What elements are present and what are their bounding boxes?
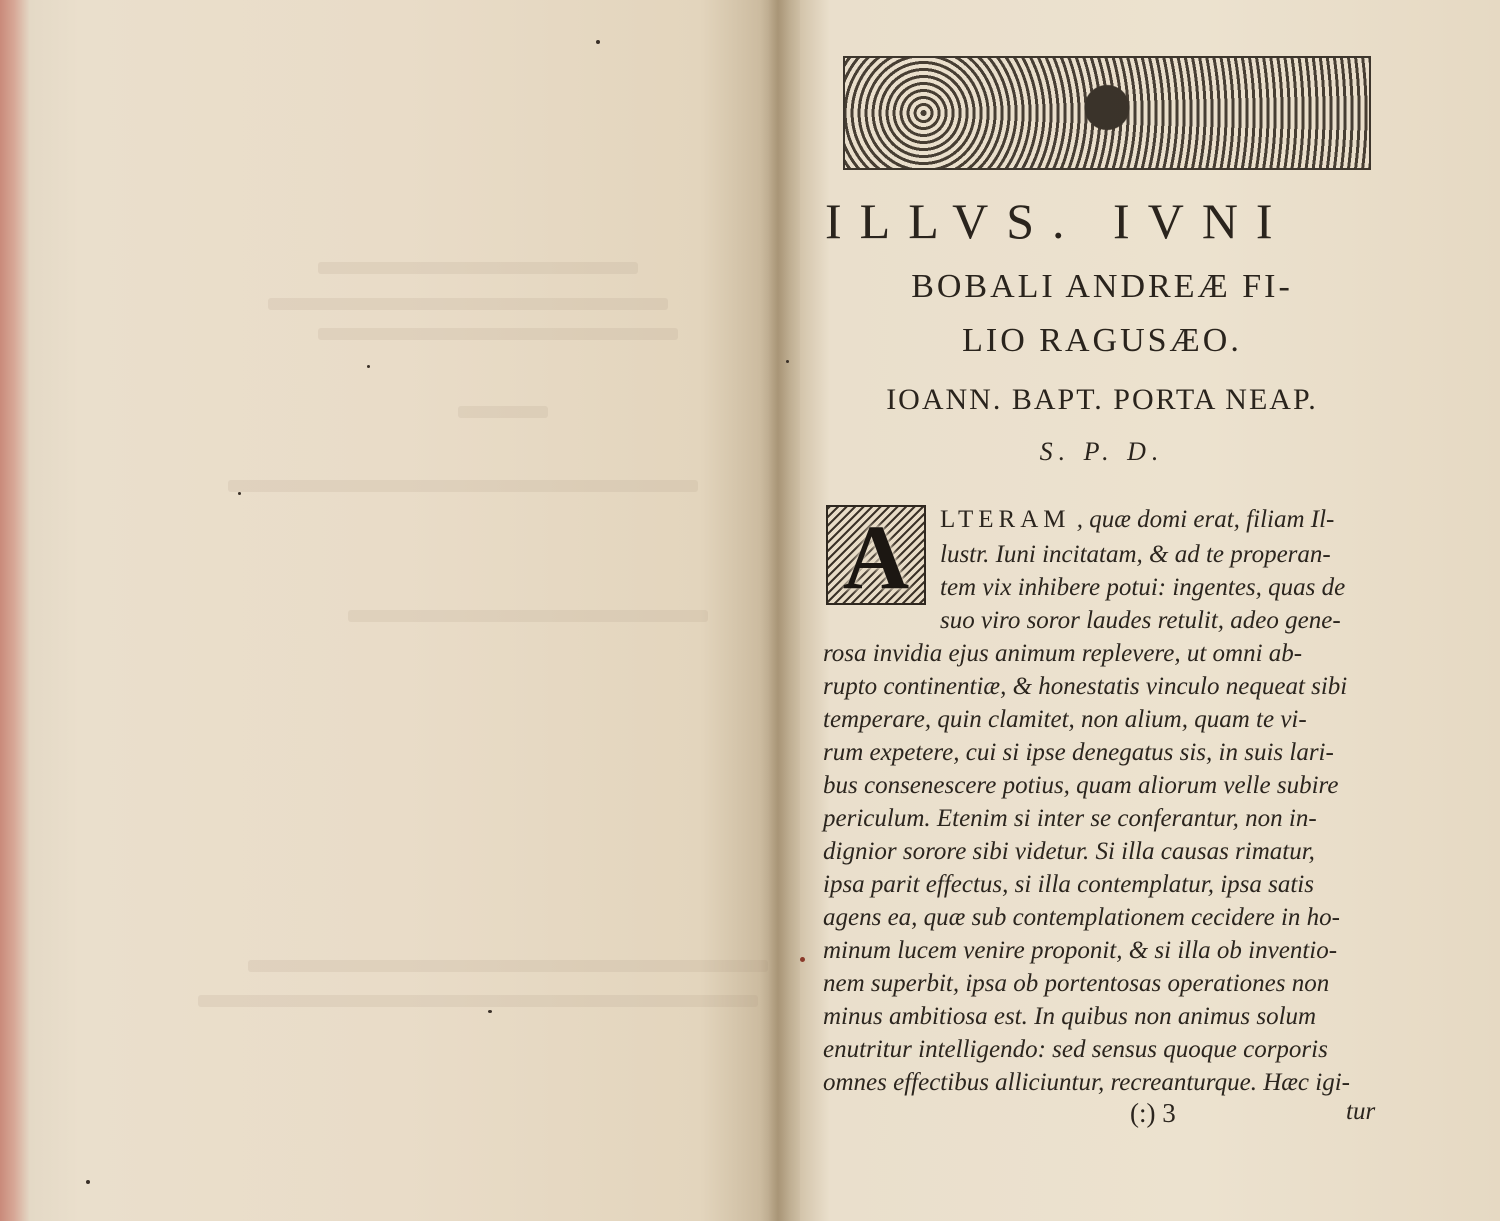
dedication-title-line-1: ILLVS. IVNI — [825, 193, 1291, 249]
decorated-initial — [826, 505, 926, 608]
body-line: omnes effectibus alliciuntur, recreanturque. Hæc igi- — [823, 1069, 1350, 1096]
ink-speck — [367, 365, 370, 368]
bleed-through-line — [228, 480, 698, 492]
ornamental-headpiece — [843, 56, 1371, 170]
bleed-through-line — [318, 328, 678, 340]
catchword: tur — [1346, 1098, 1376, 1125]
signature-mark: (:) 3 — [1130, 1098, 1176, 1128]
body-first-line-rest: , quæ domi erat, filiam Il- — [1076, 506, 1335, 533]
body-line: periculum. Etenim si inter se conferantur, non in- — [823, 805, 1317, 832]
salutation: S. P. D. — [1039, 437, 1165, 466]
body-line: bus consenescere potius, quam aliorum velle subire — [823, 772, 1339, 799]
body-line: rum expetere, cui si ipse denegatus sis, in suis lari- — [823, 739, 1334, 766]
body-first-word: LTERAM — [940, 506, 1071, 533]
dedication-title-line-2: BOBALI ANDREÆ FI- — [911, 268, 1293, 305]
ink-speck — [86, 1180, 90, 1184]
dedication-title-line-3: LIO RAGUSÆO. — [962, 322, 1242, 359]
bleed-through-line — [268, 298, 668, 310]
ink-speck — [488, 1010, 492, 1013]
bleed-through-line — [458, 406, 548, 418]
book-gutter — [760, 0, 800, 1221]
body-line: rupto continentiæ, & honestatis vinculo nequeat sibi — [823, 673, 1348, 700]
body-line: minus ambitiosa est. In quibus non animus solum — [823, 1003, 1317, 1030]
body-line: dignior sorore sibi videtur. Si illa causas rimatur, — [823, 838, 1315, 865]
author-line: IOANN. BAPT. PORTA NEAP. — [886, 383, 1318, 416]
ink-speck — [238, 492, 241, 495]
ink-speck — [800, 957, 805, 962]
body-line: suo viro soror laudes retulit, adeo gene- — [940, 607, 1341, 634]
body-line-1 — [940, 505, 1334, 535]
body-line: tem vix inhibere potui: ingentes, quas de — [940, 574, 1346, 601]
decorated-initial-letter: A — [842, 506, 910, 608]
bleed-through-line — [318, 262, 638, 274]
body-line: nem superbit, ipsa ob portentosas operationes non — [823, 970, 1330, 997]
bleed-through-line — [248, 960, 768, 972]
body-line: agens ea, quæ sub contemplationem cecidere in ho- — [823, 904, 1341, 931]
left-page-blank — [18, 0, 770, 1221]
body-line: minum lucem venire proponit, & si illa ob inventio- — [823, 937, 1338, 964]
body-line: rosa invidia ejus animum replevere, ut omni ab- — [823, 640, 1303, 667]
ink-speck — [596, 40, 600, 44]
body-line: temperare, quin clamitet, non alium, quam te vi- — [823, 706, 1307, 733]
body-line: enutritur intelligendo: sed sensus quoque corporis — [823, 1036, 1328, 1063]
bleed-through-line — [348, 610, 708, 622]
body-line: lustr. Iuni incitatam, & ad te properan- — [940, 541, 1331, 568]
body-line: ipsa parit effectus, si illa contemplatur, ipsa satis — [823, 871, 1314, 898]
ink-speck — [786, 360, 789, 363]
bleed-through-line — [198, 995, 758, 1007]
